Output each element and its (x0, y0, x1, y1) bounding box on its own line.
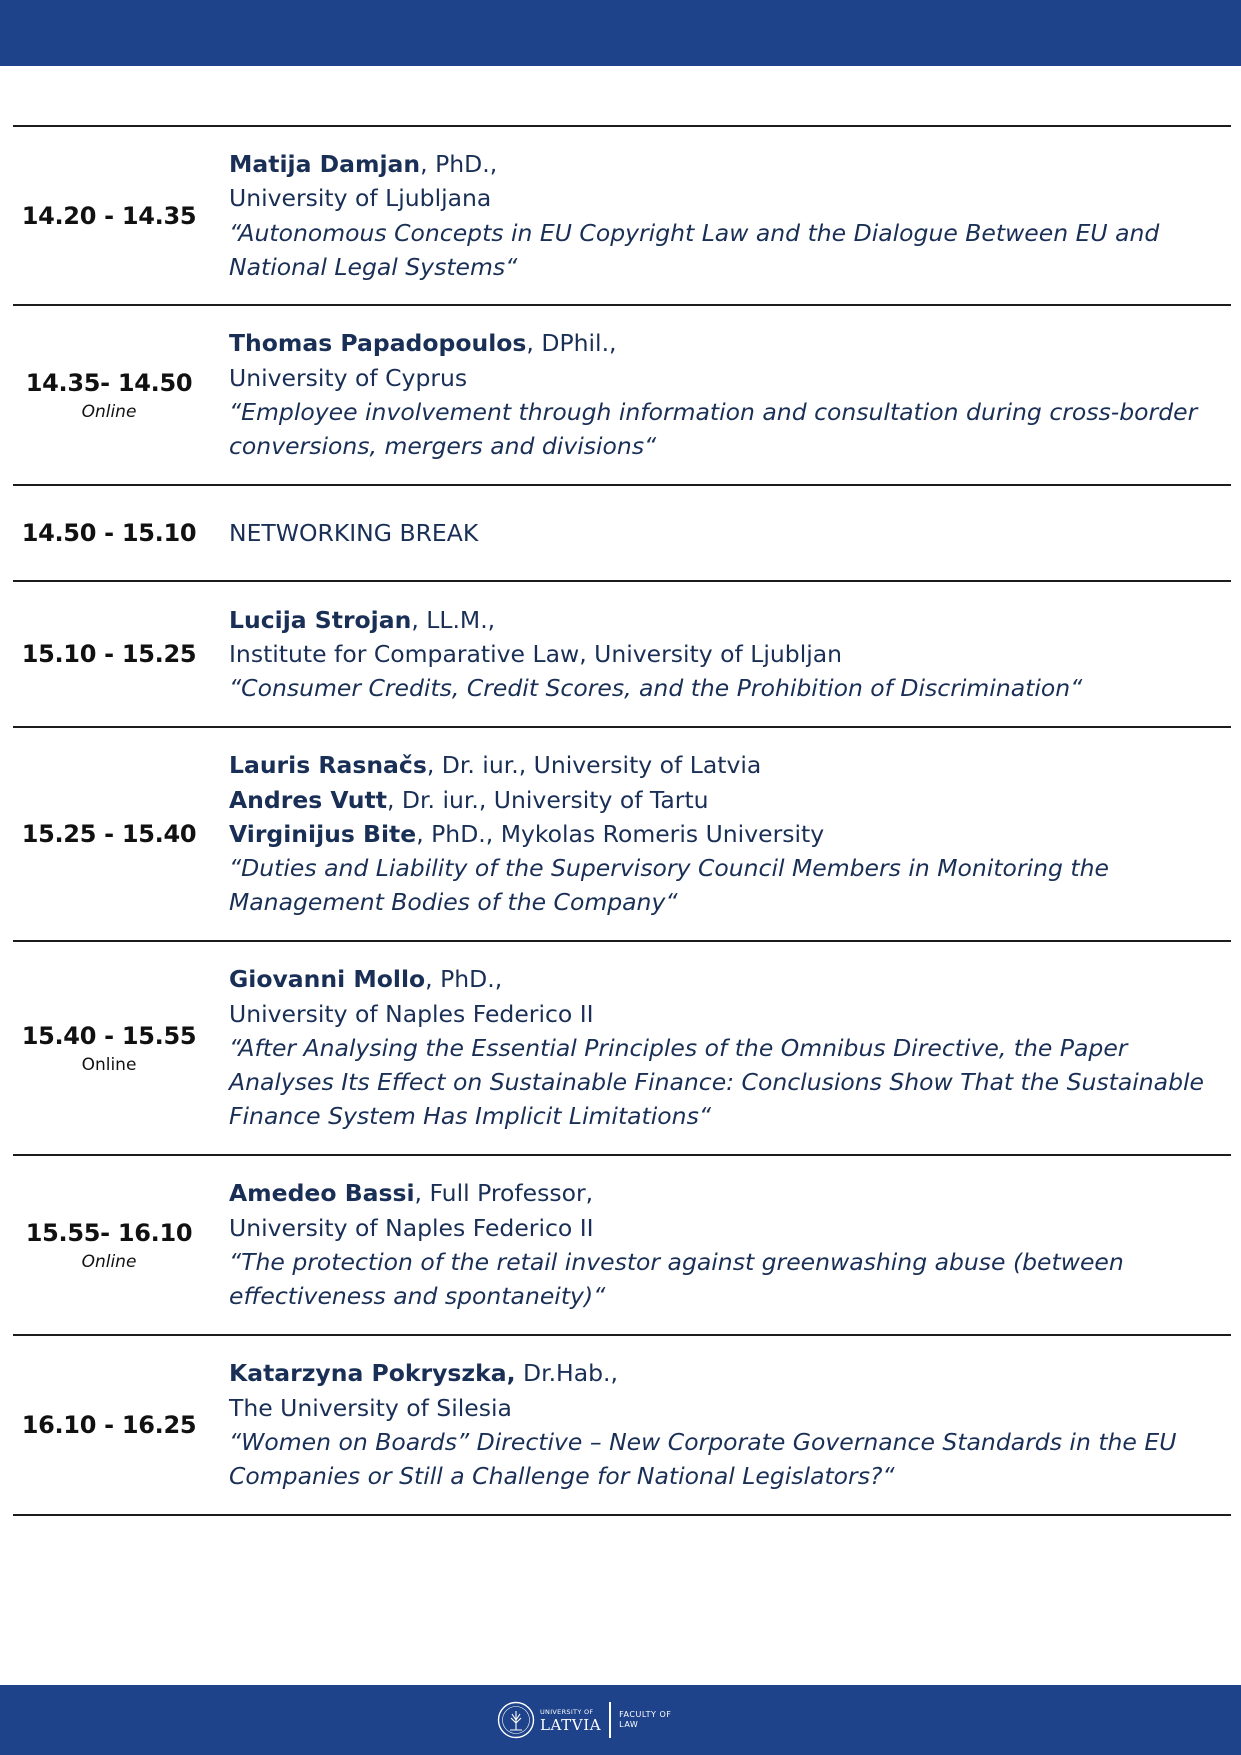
logo-faculty-line2: LAW (619, 1720, 639, 1729)
speaker-affiliation: University of Ljubljana (229, 184, 492, 213)
talk-title: “Employee involvement through information and consultation during cross-border conversions, mergers and divisions“ (229, 398, 1198, 461)
speaker-degree: Dr.Hab., (515, 1359, 618, 1388)
speaker-degree: , DPhil., (526, 329, 617, 358)
speaker-line (229, 783, 1229, 817)
speaker-degree: , LL.M., (411, 605, 496, 634)
schedule-time-cell (13, 1336, 205, 1514)
speaker-name: Giovanni Mollo (229, 965, 426, 994)
speaker-line (229, 326, 1229, 360)
logo-faculty-line1: FACULTY OF (619, 1710, 672, 1719)
speaker-degree: , PhD., (425, 965, 503, 994)
time-slot: 14.50 - 15.10 (21, 519, 197, 547)
schedule-time-cell (13, 306, 205, 484)
session-details (229, 127, 1229, 304)
talk-title: “After Analysing the Essential Principles of the Omnibus Directive, the Paper Analyses Its Effect on Sustainable Finance: Conclusions Show That the Sustainable Finance System Has Implicit Limitations“ (229, 1033, 1204, 1131)
logo-divider (609, 1702, 611, 1738)
speaker-name: Amedeo Bassi (229, 1179, 415, 1208)
speaker-affiliation: University of Naples Federico II (229, 999, 594, 1028)
session-details (229, 306, 1229, 484)
header-bar (0, 0, 1241, 66)
session-details (229, 942, 1229, 1154)
speaker-line (229, 817, 1229, 851)
talk-title: “Consumer Credits, Credit Scores, and the Prohibition of Discrimination“ (229, 674, 1083, 703)
time-slot: 15.25 - 15.40 (21, 820, 197, 848)
session-details (229, 1336, 1229, 1514)
speaker-line (229, 748, 1229, 782)
talk-title: “Duties and Liability of the Supervisory Council Members in Monitoring the Management Bodies of the Company“ (229, 854, 1109, 917)
talk-title: “Women on Boards” Directive – New Corporate Governance Standards in the EU Companies or Still a Challenge for National Legislators?“ (229, 1428, 1177, 1491)
logo-university-of: UNIVERSITY OF (540, 1707, 594, 1716)
speaker-name: Lauris Rasnačs (229, 751, 427, 780)
time-slot: 16.10 - 16.25 (21, 1411, 197, 1439)
speaker-affiliation: University of Naples Federico II (229, 1213, 594, 1242)
speaker-name: Virginijus Bite (229, 819, 417, 848)
session-details (229, 1156, 1229, 1334)
speaker-degree: , PhD., (420, 149, 498, 178)
row-divider (13, 1514, 1231, 1516)
speaker-affiliation: The University of Silesia (229, 1393, 512, 1422)
schedule-time-cell (13, 942, 205, 1154)
schedule-time-cell (13, 486, 205, 580)
time-slot: 14.35- 14.50 (25, 368, 193, 397)
session-details (229, 728, 1229, 940)
university-logo (497, 1700, 671, 1740)
talk-title: “The protection of the retail investor against greenwashing abuse (between effectiveness and spontaneity)“ (229, 1248, 1124, 1311)
session-details (229, 486, 1229, 580)
online-label: Online (81, 1054, 137, 1075)
speaker-name: Matija Damjan (229, 149, 421, 178)
speaker-name: Thomas Papadopoulos (229, 329, 527, 358)
talk-title: “Autonomous Concepts in EU Copyright Law and the Dialogue Between EU and National Legal Systems“ (229, 218, 1160, 281)
university-seal-icon (497, 1701, 535, 1739)
logo-latvia: LATVIA (540, 1715, 602, 1734)
schedule-time-cell (13, 582, 205, 726)
time-slot: 14.20 - 14.35 (21, 201, 197, 230)
speaker-affiliation: Institute for Comparative Law, University of Ljubljan (229, 639, 843, 668)
speaker-name: Lucija Strojan (229, 605, 412, 634)
break-label: NETWORKING BREAK (229, 518, 479, 547)
speaker-name: Katarzyna Pokryszka, (229, 1359, 516, 1388)
schedule-time-cell (13, 1156, 205, 1334)
speaker-line (229, 147, 1229, 181)
speaker-line (229, 962, 1229, 996)
speaker-line (229, 1176, 1229, 1210)
time-slot: 15.55- 16.10 (25, 1218, 193, 1247)
online-label: Online (81, 1251, 137, 1272)
speaker-degree: , Dr. iur., University of Latvia (426, 751, 762, 780)
time-slot: 15.40 - 15.55 (21, 1021, 197, 1050)
schedule-time-cell (13, 127, 205, 304)
speaker-line (229, 603, 1229, 637)
speaker-degree: , PhD., Mykolas Romeris University (416, 819, 825, 848)
online-label: Online (81, 401, 137, 422)
speaker-line (229, 1356, 1229, 1390)
time-slot: 15.10 - 15.25 (21, 640, 197, 668)
session-details (229, 582, 1229, 726)
speaker-affiliation: University of Cyprus (229, 363, 468, 392)
speaker-degree: , Full Professor, (414, 1179, 594, 1208)
speaker-degree: , Dr. iur., University of Tartu (386, 785, 709, 814)
schedule-time-cell (13, 728, 205, 940)
speaker-name: Andres Vutt (229, 785, 387, 814)
